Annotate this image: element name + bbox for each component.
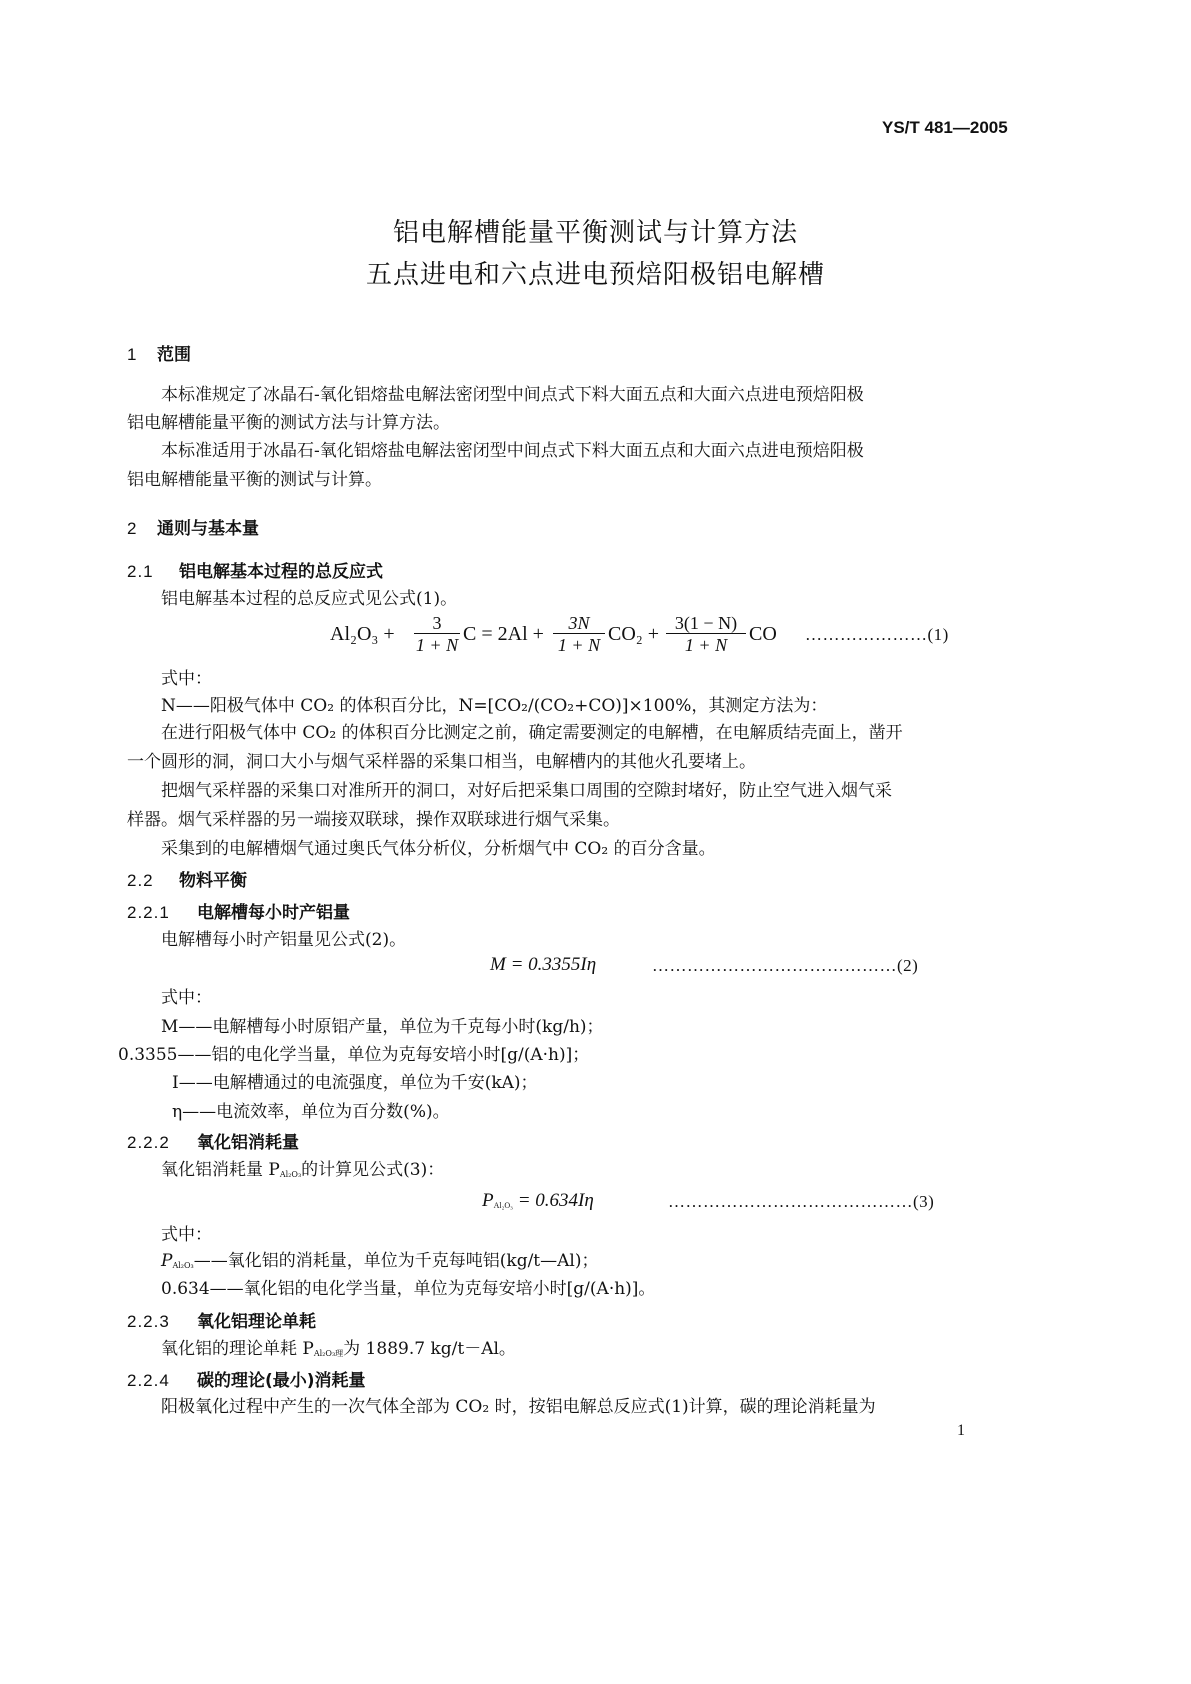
section-title: 电解槽每小时产铝量: [197, 903, 350, 923]
paragraph-line: 本标准适用于冰晶石-氧化铝熔盐电解法密闭型中间点式下料大面五点和大面六点进电预焙阳极: [161, 441, 864, 461]
fraction-numerator: 3: [414, 613, 460, 634]
section-title: 碳的理论(最小)消耗量: [197, 1371, 366, 1391]
paragraph-line: 阳极氧化过程中产生的一次气体全部为 CO₂ 时，按铝电解总反应式(1)计算，碳的理论消耗量为: [161, 1397, 876, 1417]
where-label: 式中：: [161, 988, 212, 1008]
paragraph-line: 铝电解槽能量平衡的测试方法与计算方法。: [127, 413, 450, 433]
paragraph-line: [161, 1155, 444, 1190]
section-2-heading: [127, 514, 259, 539]
section-number: 2.1: [127, 562, 154, 581]
subscript: Al₂O₃: [279, 1170, 302, 1179]
fraction-3-over-1pN: [414, 613, 460, 656]
definition-N: N——阳极气体中 CO₂ 的体积百分比，N=[CO₂/(CO₂+CO)]×100%，其测定方法为：: [161, 696, 828, 716]
section-title: 氧化铝消耗量: [197, 1133, 299, 1153]
symbol-P: P: [482, 1190, 494, 1211]
section-2-2-2-heading: [127, 1128, 299, 1153]
fraction-denominator: 1 + N: [557, 635, 601, 655]
where-label: 式中：: [161, 669, 212, 689]
equation-reference: ……………………………………(2): [652, 956, 919, 975]
paragraph-line: [161, 1334, 516, 1369]
equation-2: M = 0.3355Iη: [490, 954, 597, 975]
equation-3: [482, 1190, 594, 1212]
subscript: Al₂O₃理: [313, 1349, 344, 1358]
definition-I: I——电解槽通过的电流强度，单位为千安(kA)；: [172, 1073, 538, 1093]
section-number: 2.2: [127, 871, 154, 890]
eq-term: Al₂O₃ +: [330, 623, 395, 645]
fraction-numerator: 3(1 − N): [666, 613, 746, 634]
paragraph-line: 一个圆形的洞，洞口大小与烟气采样器的采集口相当，电解槽内的其他火孔要堵上。: [127, 752, 756, 772]
paragraph-line: 在进行阳极气体中 CO₂ 的体积百分比测定之前，确定需要测定的电解槽，在电解质结壳面上，凿开: [161, 723, 903, 743]
equation-reference: ……………………………………(3): [668, 1192, 935, 1211]
section-title: 氧化铝理论单耗: [197, 1312, 316, 1332]
section-2-1-heading: [127, 557, 383, 582]
section-title: 范围: [157, 345, 191, 365]
text-run: 氧化铝的理论单耗 P: [161, 1339, 314, 1359]
text-run: 为 1889.7 kg/t－Al。: [343, 1339, 516, 1359]
section-number: 2.2.3: [127, 1312, 170, 1331]
definition-0.3355: 0.3355——铝的电化学当量，单位为克每安培小时[g/(A·h)]；: [118, 1045, 590, 1065]
eq-term: = 0.634Iη: [517, 1190, 594, 1211]
page-number: 1: [957, 1422, 965, 1439]
eq-term: CO₂ +: [608, 623, 660, 645]
standard-code: YS/T 481—2005: [882, 118, 1008, 137]
paragraph-line: 把烟气采样器的采集口对准所开的洞口，对好后把采集口周围的空隙封堵好，防止空气进入烟气采: [161, 781, 892, 801]
fraction-3N-over-1pN: [553, 613, 605, 656]
section-2-2-4-heading: [127, 1366, 366, 1391]
section-number: 2: [127, 519, 137, 538]
document-title-line1: 铝电解槽能量平衡测试与计算方法: [392, 218, 798, 248]
paragraph-line: 采集到的电解槽烟气通过奥氏气体分析仪，分析烟气中 CO₂ 的百分含量。: [161, 839, 716, 859]
paragraph-line: 铝电解槽能量平衡的测试与计算。: [127, 470, 382, 490]
paragraph-line: 电解槽每小时产铝量见公式(2)。: [161, 930, 407, 950]
section-2-2-heading: [127, 866, 247, 891]
fraction-denominator: 1 + N: [684, 635, 728, 655]
section-title: 铝电解基本过程的总反应式: [179, 562, 383, 582]
fraction-3-1mN-over-1pN: [666, 613, 746, 656]
section-title: 物料平衡: [179, 871, 247, 891]
section-number: 1: [127, 345, 137, 364]
section-2-2-1-heading: [127, 898, 350, 923]
fraction-denominator: 1 + N: [415, 635, 459, 655]
paragraph-line: 本标准规定了冰晶石-氧化铝熔盐电解法密闭型中间点式下料大面五点和大面六点进电预焙阳极: [161, 385, 864, 405]
definition-0.634: 0.634——氧化铝的电化学当量，单位为克每安培小时[g/(A·h)]。: [161, 1279, 656, 1299]
text-run: ——氧化铝的消耗量，单位为千克每吨铝(kg/t—Al)；: [193, 1251, 599, 1271]
eq-term: CO: [749, 623, 777, 645]
fraction-numerator: 3N: [553, 613, 605, 634]
paragraph-line: 样器。烟气采样器的另一端接双联球，操作双联球进行烟气采集。: [127, 810, 620, 830]
section-1-heading: [127, 340, 191, 365]
symbol-P: P: [161, 1251, 173, 1271]
paragraph-line: 铝电解基本过程的总反应式见公式(1)。: [161, 589, 458, 609]
where-label: 式中：: [161, 1225, 212, 1245]
document-title-line2: 五点进电和六点进电预焙阳极铝电解槽: [365, 260, 825, 290]
section-number: 2.2.4: [127, 1371, 170, 1390]
section-number: 2.2.2: [127, 1133, 170, 1152]
definition-M: M——电解槽每小时原铝产量，单位为千克每小时(kg/h)；: [161, 1017, 604, 1037]
section-2-2-3-heading: [127, 1307, 316, 1332]
subscript: Al₂O₃: [172, 1261, 194, 1270]
eq-term: C = 2Al +: [463, 623, 544, 645]
text-run: 氧化铝消耗量 P: [161, 1160, 280, 1180]
text-run: 的计算见公式(3)：: [301, 1160, 445, 1180]
definition-eta: η——电流效率，单位为百分数(%)。: [172, 1102, 450, 1122]
equation-reference: …………………(1): [805, 625, 949, 644]
section-number: 2.2.1: [127, 903, 170, 922]
subscript: Al₂O₃: [493, 1201, 513, 1210]
section-title: 通则与基本量: [157, 519, 259, 539]
